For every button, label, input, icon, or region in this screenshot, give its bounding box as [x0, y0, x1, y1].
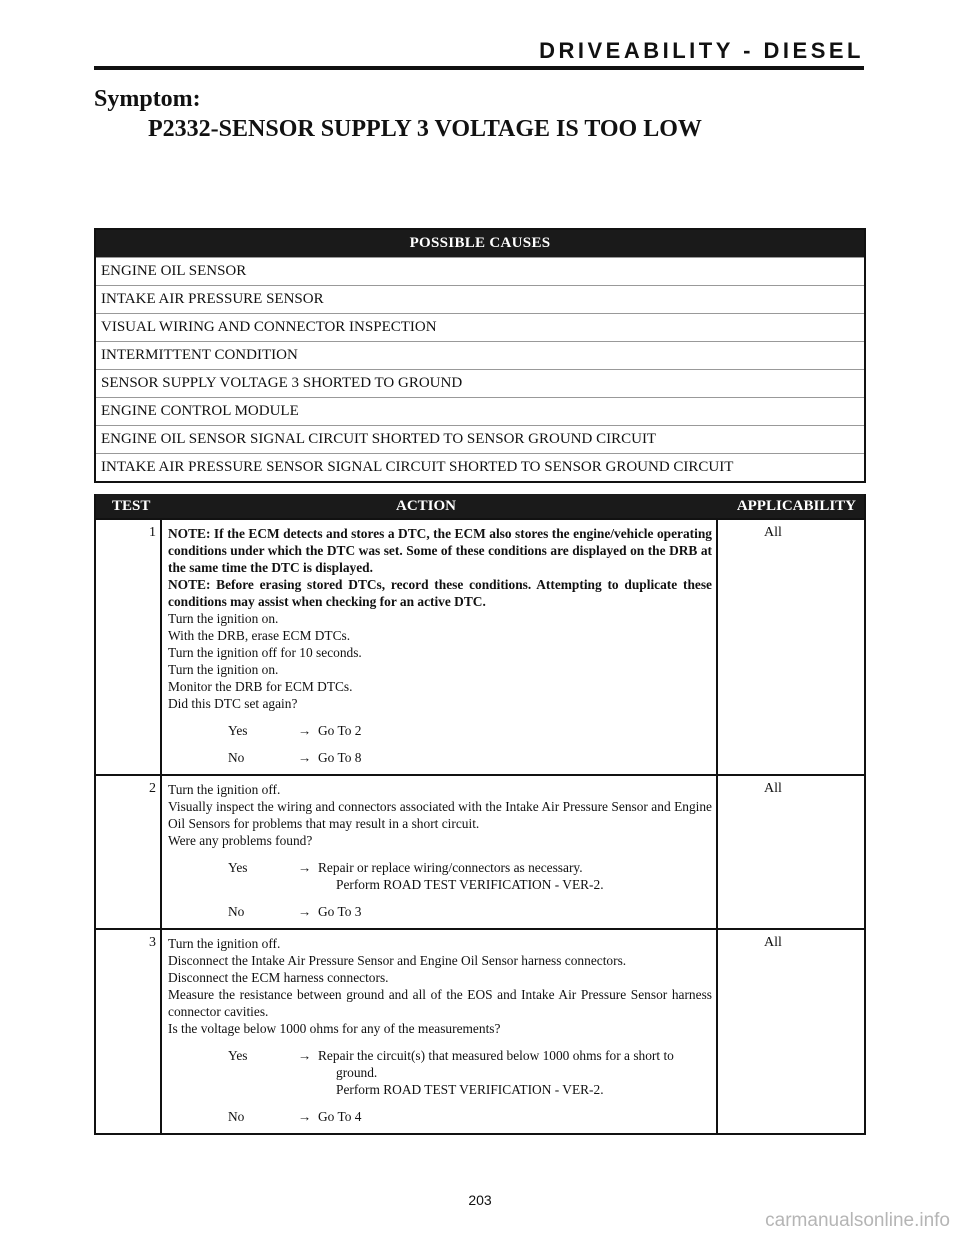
no-result: Go To 3 — [318, 904, 362, 919]
yes-label: Yes — [228, 723, 248, 738]
header-test: TEST — [112, 498, 151, 514]
step-text: Turn the ignition off. — [168, 936, 281, 951]
test-applicability: All — [764, 525, 782, 540]
test-row — [96, 774, 864, 928]
yes-result-line: Perform ROAD TEST VERIFICATION - VER-2. — [336, 1082, 604, 1097]
symptom-label: Symptom: — [94, 86, 201, 112]
page-number: 203 — [468, 1192, 492, 1208]
test-action — [162, 776, 718, 928]
step-text: Disconnect the ECM harness connectors. — [168, 970, 389, 985]
test-action — [162, 930, 718, 1133]
test-number: 3 — [96, 930, 162, 1133]
test-number: 2 — [96, 776, 162, 928]
yes-label: Yes — [228, 860, 248, 875]
cause-item: INTERMITTENT CONDITION — [96, 341, 864, 369]
yes-result-line: Repair the circuit(s) that measured below 1000 ohms for a short to — [318, 1048, 674, 1063]
yes-result: Go To 2 — [318, 723, 362, 738]
test-table-header — [96, 494, 864, 518]
step-text: Disconnect the Intake Air Pressure Sensor and Engine Oil Sensor harness connectors. — [168, 953, 627, 968]
header-applicability: APPLICABILITY — [736, 498, 856, 514]
cause-item: ENGINE OIL SENSOR SIGNAL CIRCUIT SHORTED TO SENSOR GROUND CIRCUIT — [96, 425, 864, 453]
header-action: ACTION — [396, 498, 457, 514]
step-text: Visually inspect the wiring and connectors associated with the Intake Air Pressure Sensor and Engine Oil Sensors for problems that may result in a short circuit. — [168, 799, 712, 831]
arrow-icon: → — [298, 750, 312, 765]
possible-causes-header: POSSIBLE CAUSES — [96, 230, 864, 257]
yes-answer — [168, 1047, 712, 1098]
step-text: Did this DTC set again? — [168, 696, 298, 711]
cause-item: ENGINE CONTROL MODULE — [96, 397, 864, 425]
test-action — [162, 520, 718, 774]
step-text: With the DRB, erase ECM DTCs. — [168, 628, 351, 643]
step-text: Turn the ignition off. — [168, 782, 281, 797]
step-text: Turn the ignition on. — [168, 662, 279, 677]
test-row — [96, 518, 864, 774]
test-applicability: All — [764, 781, 782, 796]
step-text: Were any problems found? — [168, 833, 313, 848]
arrow-icon: → — [298, 723, 312, 738]
step-text: Monitor the DRB for ECM DTCs. — [168, 679, 353, 694]
test-number: 1 — [96, 520, 162, 774]
no-label: No — [228, 904, 245, 919]
no-answer — [168, 903, 712, 920]
no-label: No — [228, 750, 245, 765]
section-header-title: DRIVEABILITY - DIESEL — [539, 38, 864, 63]
step-text: Turn the ignition off for 10 seconds. — [168, 645, 362, 660]
step-text: Is the voltage below 1000 ohms for any of the measurements? — [168, 1021, 501, 1036]
test-applicability: All — [764, 935, 782, 950]
yes-label: Yes — [228, 1048, 248, 1063]
no-label: No — [228, 1109, 245, 1124]
no-result: Go To 4 — [318, 1109, 362, 1124]
cause-item: INTAKE AIR PRESSURE SENSOR SIGNAL CIRCUIT SHORTED TO SENSOR GROUND CIRCUIT — [96, 453, 864, 481]
no-result: Go To 8 — [318, 750, 362, 765]
yes-result — [318, 859, 712, 893]
symptom-text: P2332-SENSOR SUPPLY 3 VOLTAGE IS TOO LOW — [148, 116, 702, 142]
yes-result-line: Repair or replace wiring/connectors as necessary. — [318, 860, 583, 875]
step-text: Turn the ignition on. — [168, 611, 279, 626]
note-text: NOTE: Before erasing stored DTCs, record these conditions. Attempting to duplicate these conditions may assist when checking for an active DTC. — [168, 577, 712, 609]
step-text: Measure the resistance between ground and all of the EOS and Intake Air Pressure Sensor harness connector cavities. — [168, 987, 712, 1019]
arrow-icon: → — [298, 904, 312, 919]
yes-result-line: Perform ROAD TEST VERIFICATION - VER-2. — [336, 877, 604, 892]
no-answer — [168, 749, 712, 766]
cause-item: VISUAL WIRING AND CONNECTOR INSPECTION — [96, 313, 864, 341]
note-text: NOTE: If the ECM detects and stores a DTC, the ECM also stores the engine/vehicle operating conditions under which the DTC was set. Some of these conditions are displayed on the DRB at the same time the DTC is displayed. — [168, 526, 712, 575]
arrow-icon: → — [298, 1109, 312, 1124]
possible-causes-table — [94, 228, 866, 483]
yes-answer — [168, 859, 712, 893]
yes-result — [318, 1047, 712, 1098]
arrow-icon: → — [298, 1048, 312, 1063]
header-rule — [94, 66, 864, 70]
cause-item: INTAKE AIR PRESSURE SENSOR — [96, 285, 864, 313]
test-row — [96, 928, 864, 1133]
cause-item: SENSOR SUPPLY VOLTAGE 3 SHORTED TO GROUND — [96, 369, 864, 397]
yes-answer — [168, 722, 712, 739]
cause-item: ENGINE OIL SENSOR — [96, 257, 864, 285]
watermark: carmanualsonline.info — [765, 1210, 950, 1231]
test-table — [94, 494, 866, 1135]
yes-result-line: ground. — [336, 1065, 378, 1080]
no-answer — [168, 1108, 712, 1125]
arrow-icon: → — [298, 860, 312, 875]
